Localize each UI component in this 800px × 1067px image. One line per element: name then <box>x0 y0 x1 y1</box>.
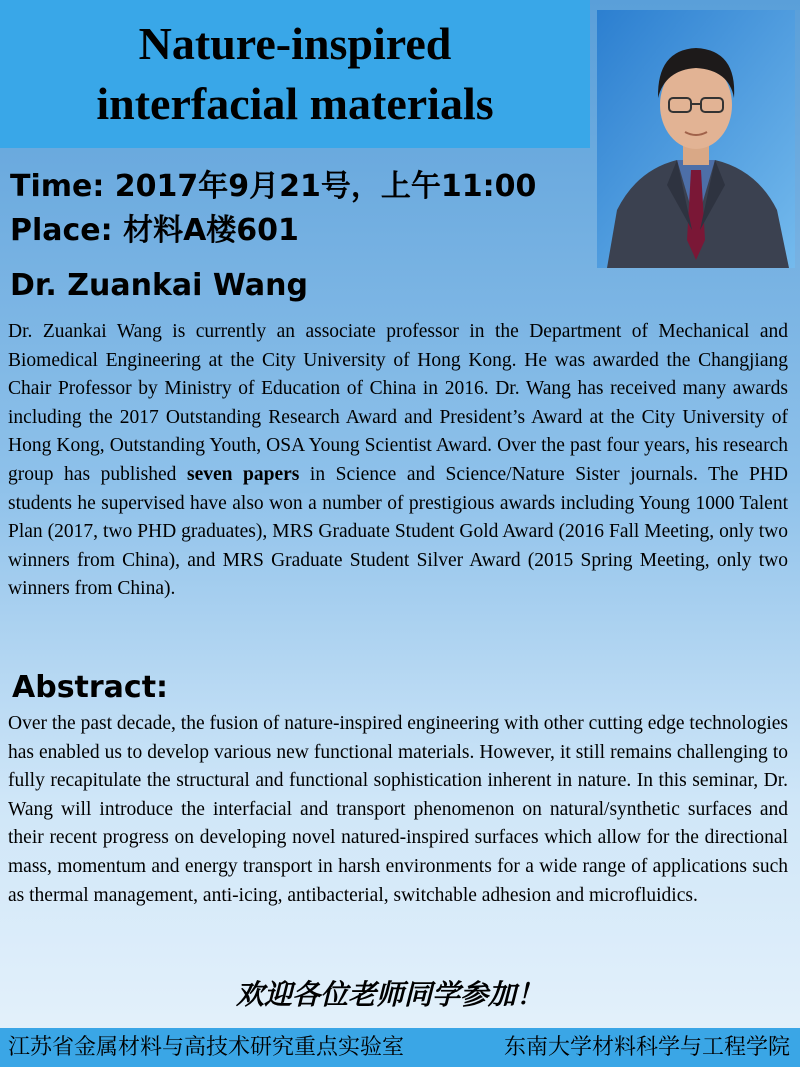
footer-bar <box>0 1028 800 1067</box>
poster-title <box>0 14 590 134</box>
speaker-photo <box>597 10 795 268</box>
bio-highlight: seven papers <box>186 463 300 485</box>
speaker-bio <box>8 318 788 604</box>
footer-school-name: 东南大学材料科学与工程学院 <box>503 1035 790 1060</box>
title-line-1: Nature-inspired <box>138 18 452 69</box>
speaker-name: Dr. Zuankai Wang <box>10 268 308 303</box>
bio-text-1: Dr. Zuankai Wang is currently an associate professor in the Department of Mechanical and Biomedical Engineering at the City University of Hong Kong. He was awarded the Changjiang Chair Professor by Ministry of Education of China in 2016. Dr. Wang has received many awards including the 2017 Outstanding Research Award and President’s Award at the City University of Hong Kong, Outstanding Youth, OSA Young Scientist Award. Over the past four years, his research group has published <box>8 321 788 485</box>
footer-lab-name: 江苏省金属材料与高技术研究重点实验室 <box>8 1035 405 1060</box>
bio-text-2: in Science and Science/Nature Sister journals. The PHD students he supervised have also won a number of prestigious awards including Young 1000 Talent Plan (2017, two PHD graduates), MRS Graduate Student Gold Award (2016 Fall Meeting, only two winners from China), and MRS Graduate Student Silver Award (2015 Spring Meeting, only two winners from China). <box>8 463 788 600</box>
abstract-heading: Abstract: <box>12 670 169 705</box>
event-place: Place: 材料A楼601 <box>10 213 299 248</box>
event-time: Time: 2017年9月21号，上午11:00 <box>10 169 537 204</box>
welcome-message: 欢迎各位老师同学参加！ <box>235 978 544 1011</box>
speaker-portrait-image <box>597 10 795 268</box>
abstract-text: Over the past decade, the fusion of nature-inspired engineering with other cutting edge technologies has enabled us to develop various new functional materials. However, it still remains challenging to fully recapitulate the structural and functional sophistication inherent in nature. In this seminar, Dr. Wang will introduce the interfacial and transport phenomenon on natural/synthetic surfaces and their recent progress on developing novel natured-inspired surfaces which allow for the directional mass, momentum and energy transport in harsh environments for a wide range of applications such as thermal management, anti-icing, antibacterial, switchable adhesion and microfluidics. <box>8 713 788 906</box>
title-line-2: interfacial materials <box>96 78 494 129</box>
